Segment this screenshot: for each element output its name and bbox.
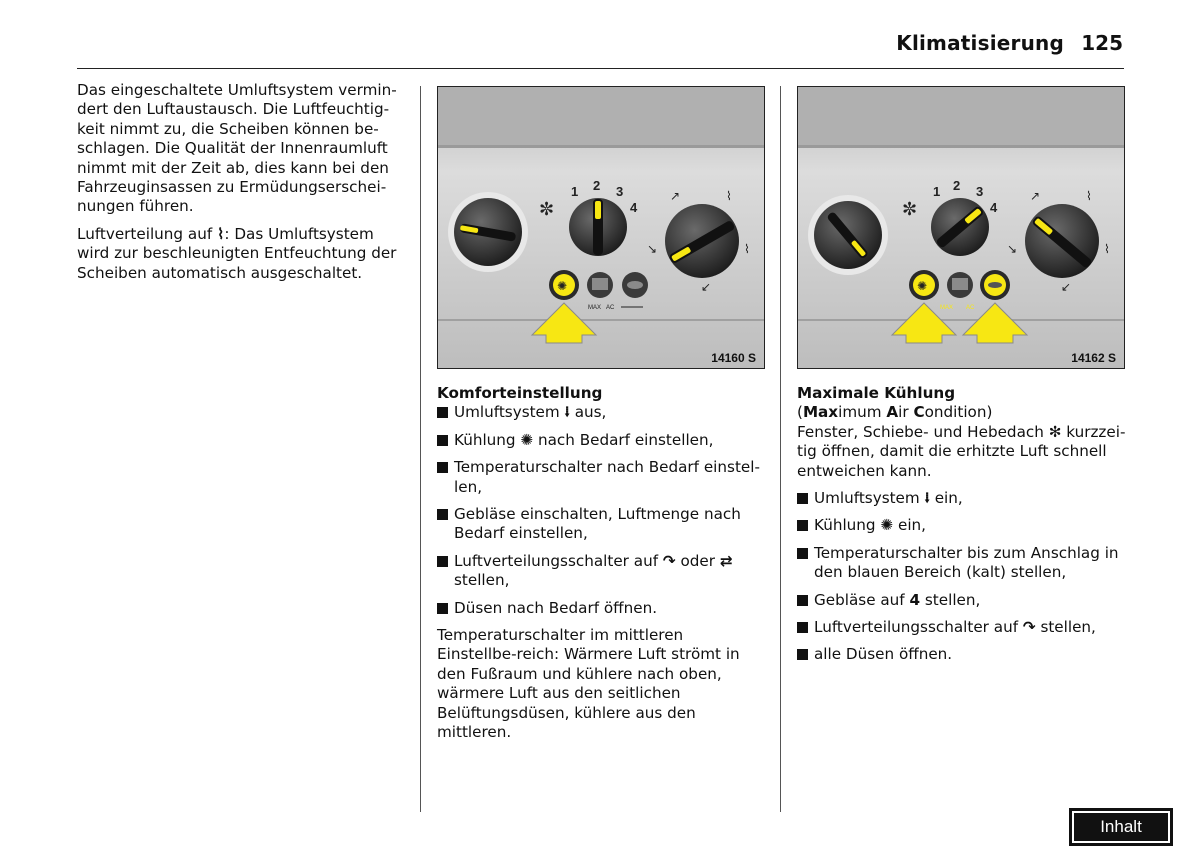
figure-code: 14160 S — [711, 351, 756, 365]
svg-text:⌇: ⌇ — [744, 242, 750, 256]
cooling-icon: ✺ — [520, 430, 534, 449]
figure-code: 14162 S — [1071, 351, 1116, 365]
svg-text:↙: ↙ — [701, 280, 712, 294]
list-item: Temperaturschalter bis zum Anschlag in den blauen Bereich (kalt) stellen, — [797, 544, 1127, 583]
fan-speed-label: 3 — [976, 184, 984, 199]
svg-text:⌇: ⌇ — [1104, 242, 1110, 256]
list-item: Gebläse auf 4 stellen, — [797, 591, 1127, 610]
list-item: Gebläse einschalten, Luftmenge nach Bedarf einstellen, — [437, 505, 767, 544]
list-item: Umluftsystem ⭭ ein, — [797, 489, 1127, 508]
vent-upper-icon: ↷ — [662, 551, 676, 570]
section-heading: Maximale Kühlung — [797, 384, 956, 402]
page-number: 125 — [1081, 31, 1123, 55]
svg-text:✺: ✺ — [557, 279, 568, 293]
column-left — [77, 81, 401, 291]
list-item: alle Düsen öffnen. — [797, 645, 1127, 664]
column-middle — [437, 384, 767, 751]
fan-speed-label: 4 — [990, 200, 998, 215]
paragraph: Luftverteilung auf ⌇: Das Umluftsystem wird zur beschleunigten Entfeuchtung der Scheiben automatisch ausgeschaltet. — [77, 224, 397, 282]
cooling-icon: ✺ — [880, 516, 894, 535]
page-title: Klimatisierung — [896, 31, 1064, 55]
sun-icon: ✻ — [1048, 422, 1062, 441]
svg-text:✺: ✺ — [917, 279, 928, 293]
list-item: Luftverteilungsschalter auf ↷ oder ⇄ stellen, — [437, 552, 767, 591]
max-label: MAX — [588, 305, 602, 311]
contents-button[interactable]: Inhalt — [1069, 808, 1173, 846]
svg-text:⌇: ⌇ — [726, 189, 732, 203]
list-item: Kühlung ✺ nach Bedarf einstellen, — [437, 431, 767, 450]
svg-text:↘: ↘ — [647, 242, 658, 256]
list-item: Temperaturschalter nach Bedarf einstel-len, — [437, 458, 767, 497]
column-right — [797, 384, 1127, 673]
windshield-defrost-icon: ⌇ — [217, 224, 225, 243]
paragraph: Temperaturschalter im mittleren Einstellbe-reich: Wärmere Luft strömt in den Fußraum und kühlere nach oben, wärmere Luft aus den seitlichen Belüftungsdüsen, kühlere aus den mittleren. — [437, 626, 740, 742]
recirculation-icon: ⭭ — [564, 403, 570, 422]
list-item: Umluftsystem ⭭ aus, — [437, 403, 767, 422]
fan-speed-label: 1 — [571, 184, 579, 199]
header-rule — [77, 68, 1124, 69]
fan-speed-label: 1 — [933, 184, 941, 199]
list-item: Luftverteilungsschalter auf ↷ stellen, — [797, 618, 1127, 637]
svg-text:↗: ↗ — [670, 189, 681, 203]
ac-label: AC — [606, 305, 615, 311]
column-divider — [420, 86, 421, 812]
list-item: Kühlung ✺ ein, — [797, 516, 1127, 535]
svg-text:↗: ↗ — [1030, 189, 1041, 203]
subheading: (Maximum Air Condition) — [797, 403, 993, 422]
list-item: Düsen nach Bedarf öffnen. — [437, 599, 767, 618]
figure-max-cooling — [797, 86, 1125, 369]
vent-both-icon: ⇄ — [719, 551, 733, 570]
fan-speed-label: 3 — [616, 184, 624, 199]
max-label: MAX — [940, 305, 954, 311]
vent-upper-icon: ↷ — [1022, 618, 1036, 637]
column-divider — [780, 86, 781, 812]
paragraph: Fenster, Schiebe- und Hebedach ✻ kurzzei-tig öffnen, damit die erhitzte Luft schnell entweichen kann. — [797, 422, 1126, 480]
svg-text:↙: ↙ — [1061, 280, 1072, 294]
fan-speed-label: 2 — [953, 178, 961, 193]
figure-comfort-setting — [437, 86, 765, 369]
fan-speed-label: 4 — [630, 200, 638, 215]
svg-text:✼: ✼ — [539, 199, 555, 220]
svg-text:⌇: ⌇ — [1086, 189, 1092, 203]
ac-label: AC — [966, 305, 975, 311]
recirculation-icon: ⭭ — [924, 489, 930, 508]
svg-text:↘: ↘ — [1007, 242, 1018, 256]
paragraph: Das eingeschaltete Umluftsystem vermin-dert den Luftaustausch. Die Luftfeuchtig-keit nimmt zu, die Scheiben können be-schlagen. Die Qualität der Innenraumluft nimmt mit der Zeit ab, dies kann bei den Fahrzeuginsassen zu Ermüdungserschei-nungen führen. — [77, 81, 397, 216]
svg-text:✼: ✼ — [902, 199, 918, 220]
section-heading: Komforteinstellung — [437, 384, 603, 402]
fan-speed-label: 2 — [593, 178, 601, 193]
